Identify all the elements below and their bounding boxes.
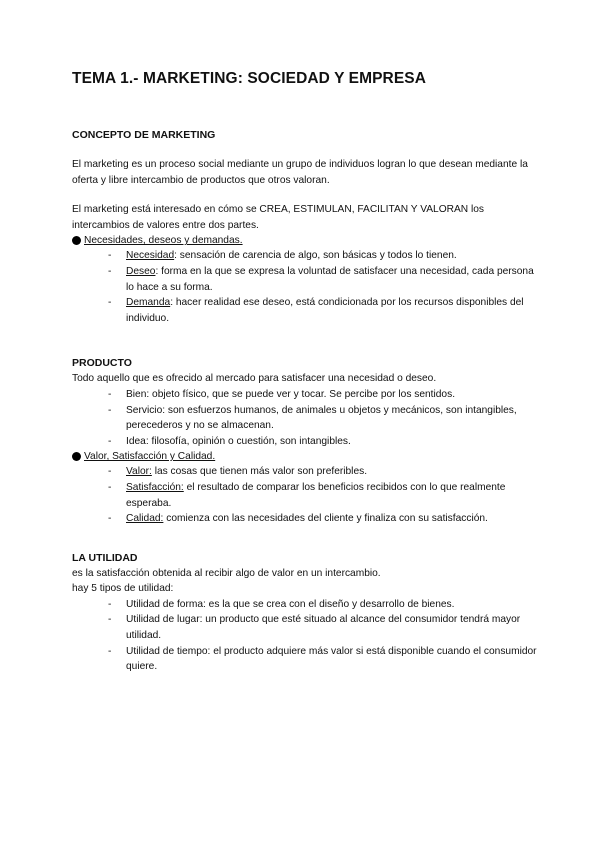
necesidades-heading-text: Necesidades, deseos y demandas. — [84, 235, 243, 247]
necesidades-list — [72, 248, 542, 326]
necesidades-heading — [72, 233, 542, 248]
concepto-paragraph-2: El marketing está interesado en cómo se CREA, ESTIMULAN, FACILITAN Y VALORAN los intercambios de valores entre dos partes. — [72, 204, 484, 231]
list-item: - Demanda: hacer realidad ese deseo, está condicionada por los recursos disponibles del individuo. — [108, 297, 524, 324]
concepto-heading: CONCEPTO DE MARKETING — [72, 129, 216, 141]
list-item: - Satisfacción: el resultado de comparar los beneficios recibidos con lo que realmente esperaba. — [108, 481, 506, 509]
utilidad-line-1: es la satisfacción obtenida al recibir algo de valor en un intercambio. — [72, 567, 381, 579]
utilidad-list — [72, 597, 542, 675]
list-item: - Necesidad: sensación de carencia de algo, son básicas y todos lo tienen. — [108, 250, 457, 262]
page-title: TEMA 1.- MARKETING: SOCIEDAD Y EMPRESA — [72, 70, 427, 87]
list-item: - Valor: las cosas que tienen más valor son preferibles. — [108, 466, 368, 478]
list-item: - Servicio: son esfuerzos humanos, de animales u objetos y mecánicos, son intangibles, perecederos y no se almacenan. — [108, 404, 517, 432]
bullet-dot-icon — [72, 452, 81, 461]
list-item: - Deseo: forma en la que se expresa la voluntad de satisfacer una necesidad, cada persona lo hace a su forma. — [108, 265, 534, 293]
bullet-dot-icon — [72, 236, 81, 245]
valor-heading — [72, 449, 542, 464]
concepto-paragraph-1: El marketing es un proceso social mediante un grupo de individuos logran lo que desean mediante la oferta y libre intercambio de productos que otros valoran. — [72, 159, 528, 186]
utilidad-line-2: hay 5 tipos de utilidad: — [72, 583, 174, 595]
list-item: - Utilidad de lugar: un producto que esté situado al alcance del consumidor tendrá mayor utilidad. — [108, 614, 521, 642]
valor-heading-text: Valor, Satisfacción y Calidad. — [84, 451, 216, 463]
utilidad-heading: LA UTILIDAD — [72, 551, 138, 564]
document-page — [72, 70, 542, 675]
valor-list — [72, 464, 542, 526]
list-item: - Bien: objeto físico, que se puede ver y tocar. Se percibe por los sentidos. — [108, 388, 456, 400]
list-item: - Utilidad de tiempo: el producto adquiere más valor si está disponible cuando el consumidor quiere. — [108, 645, 537, 673]
producto-intro: Todo aquello que es ofrecido al mercado para satisfacer una necesidad o deseo. — [72, 373, 437, 385]
list-item: - Idea: filosofía, opinión o cuestión, son intangibles. — [108, 435, 351, 447]
producto-list — [72, 387, 542, 449]
list-item: - Utilidad de forma: es la que se crea con el diseño y desarrollo de bienes. — [108, 598, 455, 610]
list-item: - Calidad: comienza con las necesidades del cliente y finaliza con su satisfacción. — [108, 513, 488, 525]
producto-heading: PRODUCTO — [72, 357, 132, 370]
